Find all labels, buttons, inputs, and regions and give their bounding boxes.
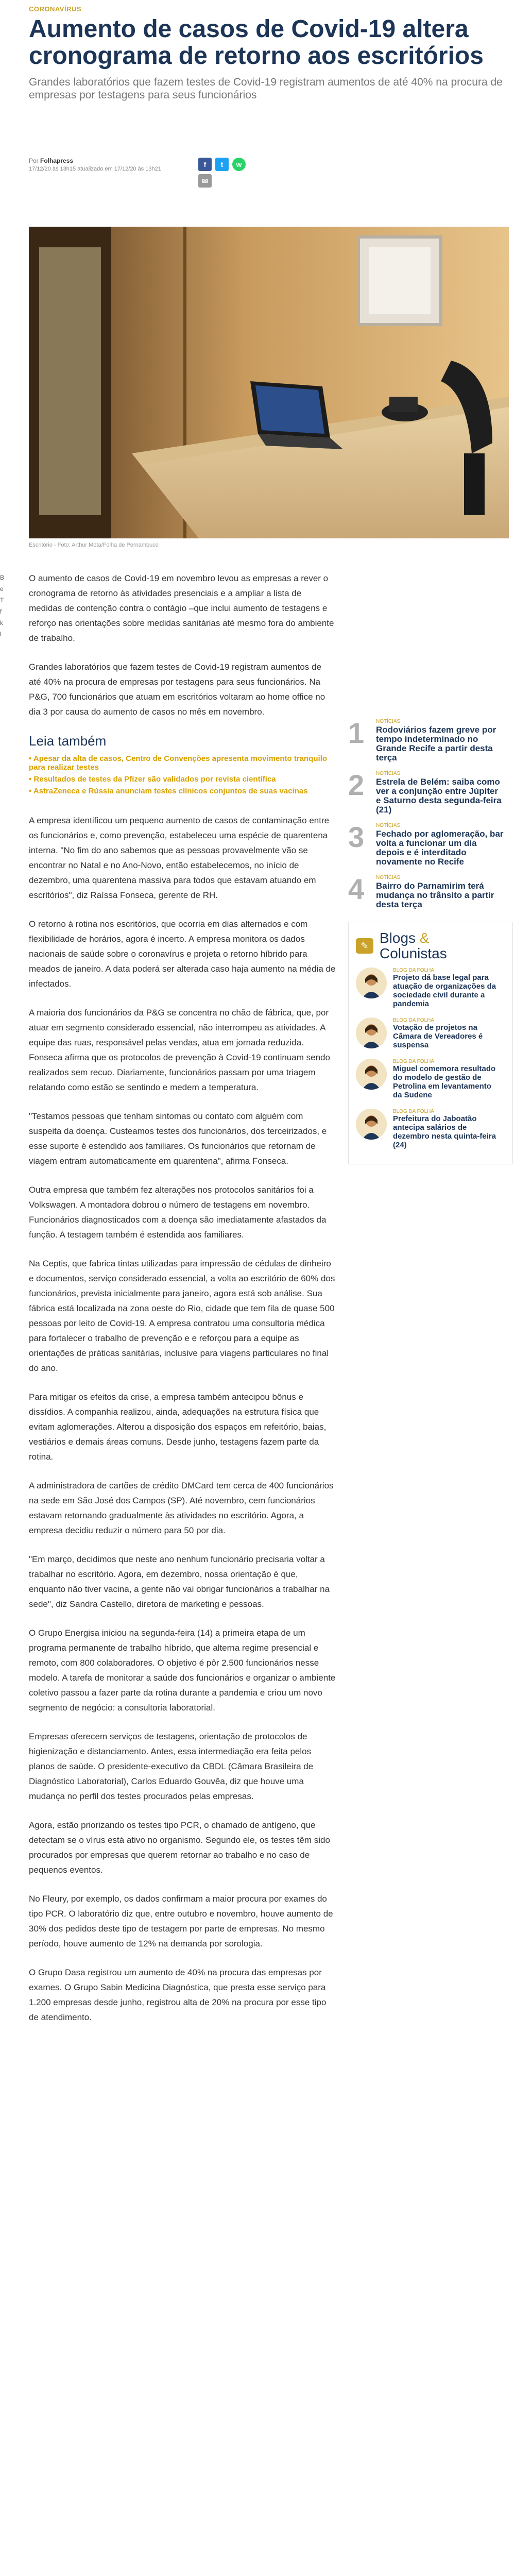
rank-number: 4 — [348, 873, 365, 905]
sidebar — [348, 719, 513, 1164]
article-paragraph: A empresa identificou um pequeno aumento de casos de contaminação entre os funcionários e, como prevenção, estabeleceu uma espécie de quarentena interna. "No fim do ano sabemos que as pessoas provavelmente vão se encontrar no Natal e no Ano-Novo, então estabelecemos, no início de dezembro, uma quarentena massiva para todos que estavam atuando em escritórios", diz Raíssa Fonseca, gerente de RH. — [29, 816, 330, 900]
blog-headline[interactable]: Projeto dá base legal para atuação de organizações da sociedade civil durante a pandemia — [393, 973, 496, 1008]
rank-number: 3 — [348, 821, 365, 853]
article-paragraph: Agora, estão priorizando os testes tipo PCR, o chamado de antígeno, que detectam se o vírus está ativo no organismo. Segundo ele, os testes têm sido procurados por empresas que querem retornar ao trabalho e no caso de pequenos eventos. — [29, 1820, 330, 1875]
item-category: NOTÍCIAS — [376, 875, 401, 880]
related-link[interactable]: • Apesar da alta de casos, Centro de Convenções apresenta movimento tranquilo para realizar testes — [29, 754, 328, 772]
blog-headline[interactable]: Votação de projetos na Câmara de Vereadores é suspensa — [393, 1023, 483, 1049]
edge-letter: T — [0, 597, 4, 604]
publish-dates: 17/12/20 às 13h15 atualizado em 17/12/20 às 13h21 — [29, 166, 161, 172]
article-title: Aumento de casos de Covid-19 altera cronograma de retorno aos escritórios — [29, 15, 484, 70]
avatar-portrait-icon — [356, 968, 387, 998]
avatar-portrait-icon — [356, 1018, 387, 1048]
blog-headline[interactable]: Prefeitura do Jaboatão antecipa salários de dezembro nesta quinta-feira (24) — [393, 1114, 496, 1149]
speech-bubble-icon: ✎ — [356, 938, 373, 954]
blogs-title-word: Colunistas — [380, 945, 447, 961]
article-paragraph: "Testamos pessoas que tenham sintomas ou contato com alguém com suspeita da doença. Custeamos testes dos funcionários, dos terceirizados, e esse suporte é estendido aos familiares. Os funcionários que retornam de viagem entram automaticamente em quarentena", afirma Fonseca. — [29, 1111, 327, 1166]
related-link[interactable]: • AstraZeneca e Rússia anunciam testes clínicos conjuntos de suas vacinas — [29, 787, 308, 795]
most-read-item[interactable] — [348, 719, 513, 762]
avatar-portrait-icon — [356, 1059, 387, 1090]
section-kicker[interactable]: CORONAVÍRUS — [29, 5, 82, 13]
most-read-item[interactable] — [348, 771, 513, 815]
author-name[interactable]: Folhapress — [40, 157, 74, 164]
blog-headline[interactable]: Miguel comemora resultado do modelo de gestão de Petrolina em levantamento da Sudene — [393, 1064, 496, 1099]
office-photo-illustration — [29, 227, 509, 538]
article-paragraph: Outra empresa que também fez alterações nos protocolos sanitários foi a Volkswagen. A montadora dobrou o número de testagens em novembro. Funcionários diagnosticados com a doença são imediatamente afastados da função. A testagem também é estendida aos familiares. — [29, 1185, 327, 1240]
whatsapp-share-icon[interactable]: w — [232, 158, 246, 171]
blogs-header — [356, 930, 505, 961]
columnist-avatar — [356, 1018, 387, 1048]
email-share-icon[interactable]: ✉ — [198, 174, 212, 188]
blog-source: BLOG DA FOLHA — [393, 1059, 435, 1064]
blog-source: BLOG DA FOLHA — [393, 1109, 435, 1114]
article-paragraph: Empresas oferecem serviços de testagens, orientação de protocolos de higienização e distanciamento. Antes, essa intermediação era feita pelos planos de saúde. O presidente-executivo da CBDL (Câmara Brasileira de Diagnóstico Laboratorial), Carlos Eduardo Gouvêa, diz que houve uma mudança no perfil dos testes procurados pelas empresas. — [29, 1732, 314, 1801]
article-paragraph: "Em março, decidimos que neste ano nenhum funcionário precisaria voltar a trabalhar no escritório. Agora, em dezembro, nossa orientação é que, enquanto não tiver vacina, a gente não vai obrigar funcionários a trabalhar na sede", diz Sandra Castello, diretora de marketing e pessoas. — [29, 1554, 330, 1609]
most-read-item[interactable] — [348, 875, 513, 909]
item-headline[interactable]: Estrela de Belém: saiba como ver a conjunção entre Júpiter e Saturno desta segunda-feira (21) — [376, 777, 502, 815]
article-body — [29, 571, 336, 2039]
blogs-title-amp: & — [419, 930, 430, 946]
article-header — [29, 5, 508, 101]
related-links-box — [29, 733, 336, 795]
blog-source: BLOG DA FOLHA — [393, 968, 435, 973]
blogs-title — [380, 930, 447, 961]
blog-item[interactable] — [356, 1059, 505, 1099]
article-paragraph: Na Ceptis, que fabrica tintas utilizadas para impressão de cédulas de dinheiro e documentos, serviço considerado essencial, a volta ao escritório de 60% dos funcionários, prevista inicialmente para janeiro, agora está sob análise. Sua fábrica está localizada na zona oeste do Rio, cidade que tem fila de quase 500 pessoas por leito de Covid-19. A empresa contratou uma consultoria médica para fortalecer o trabalho de prevenção e e reforçou para a equipe as orientações de práticas sanitárias, inclusive para viagens particulares no final do ano. — [29, 1259, 335, 1373]
columnist-avatar — [356, 1059, 387, 1090]
most-read-item[interactable] — [348, 823, 513, 867]
edge-letter: k — [0, 619, 3, 626]
article-paragraph: O Grupo Energisa iniciou na segunda-feira (14) a primeira etapa de um programa permanente de trabalho híbrido, que alterna regime presencial e remoto, com 800 colaboradores. O objetivo é pôr 2.500 funcionários nesse modelo. A tarefa de monitorar a saúde dos funcionários e organizar o ambiente coletivo passou a fazer parte da rotina durante a pandemia e criou um novo segmento de negócio: a consultoria laboratorial. — [29, 1628, 336, 1713]
author-prefix: Por — [29, 157, 39, 164]
blog-item[interactable] — [356, 968, 505, 1008]
edge-letter: B — [0, 574, 5, 581]
twitter-share-icon[interactable]: t — [215, 158, 229, 171]
blog-item[interactable] — [356, 1018, 505, 1049]
blogs-title-word: Blogs — [380, 930, 416, 946]
related-title: Leia também — [29, 733, 107, 749]
edge-letter: e — [0, 585, 4, 592]
blog-item[interactable] — [356, 1109, 505, 1149]
article-paragraph: O aumento de casos de Covid-19 em novembro levou as empresas a rever o cronograma de retorno às atividades presenciais e a ampliar a lista de medidas de contenção contra o contágio –que inclui aumento de testagens e reforço nas orientações sobre medidas sanitárias até mesmo fora do ambiente de trabalho. — [29, 573, 334, 643]
article-paragraph: O Grupo Dasa registrou um aumento de 40% na procura das empresas por exames. O Grupo Sabin Medicina Diagnóstica, que presta esse serviço para 1.200 empresas desde junho, registrou alta de 20% na procura por esse tipo de atendimento. — [29, 1968, 327, 2022]
avatar-portrait-icon — [356, 1109, 387, 1140]
share-bar — [198, 158, 246, 185]
edge-letter: l — [0, 631, 2, 638]
article-paragraph: A maioria dos funcionários da P&G se concentra no chão de fábrica, que, por atuar em segmento considerado essencial, não interrompeu as atividades. A equipe das ruas, responsável pelas vendas, atua em jornada reduzida. Fonseca afirma que os protocolos de prevenção à Covid-19 continuam sendo realizados sem recuo. Diariamente, funcionários passam por uma triagem relatando como estão se sentindo e medem a temperatura. — [29, 1008, 330, 1092]
item-category: NOTÍCIAS — [376, 719, 401, 724]
columnist-avatar — [356, 1109, 387, 1140]
facebook-share-icon[interactable]: f — [198, 158, 212, 171]
item-headline[interactable]: Bairro do Parnamirim terá mudança no trânsito a partir desta terça — [376, 881, 494, 909]
rank-number: 1 — [348, 717, 365, 749]
edge-letter: f — [0, 608, 2, 615]
photo-caption: Escritório - Foto: Arthur Mota/Folha de Pernambuco — [29, 542, 159, 548]
hero-photo — [29, 227, 509, 538]
item-category: NOTÍCIAS — [376, 771, 401, 776]
item-headline[interactable]: Fechado por aglomeração, bar volta a funcionar um dia depois e é interditado novamente no Recife — [376, 829, 504, 867]
article-paragraph: No Fleury, por exemplo, os dados confirmam a maior procura por exames do tipo PCR. O laboratório diz que, entre outubro e novembro, houve aumento de 30% dos pedidos deste tipo de testagem por parte de empresas. No mesmo período, houve aumento de 12% na demanda por sorologia. — [29, 1894, 333, 1948]
article-paragraph: Para mitigar os efeitos da crise, a empresa também antecipou bônus e dissídios. A companhia realizou, ainda, adequações na estrutura física que evitam aglomerações. Alterou a disposição dos espaços em refeitório, baias, vestiários e demais áreas comuns. Desde junho, testagens fazem parte da rotina. — [29, 1392, 327, 1462]
related-link[interactable]: • Resultados de testes da Pfizer são validados por revista científica — [29, 775, 276, 784]
columnist-avatar — [356, 968, 387, 998]
article-paragraph: A administradora de cartões de crédito DMCard tem cerca de 400 funcionários na sede em São José dos Campos (SP). Até novembro, cem funcionários estavam retornando gradualmente às atividades no escritório. Agora, a empresa decidiu reduzir o número para 50 por dia. — [29, 1481, 334, 1535]
item-headline[interactable]: Rodoviários fazem greve por tempo indeterminado no Grande Recife a partir desta terça — [376, 725, 496, 762]
blogs-columnists-box — [348, 922, 513, 1164]
article-paragraph: Grandes laboratórios que fazem testes de Covid-19 registram aumentos de até 40% na procura de empresas por testagens para seus funcionários. Na P&G, 700 funcionários que atuam em escritórios voltaram ao home office no dia 3 por causa do aumento de casos no mês em novembro. — [29, 662, 325, 717]
left-edge-fragment — [0, 572, 5, 640]
article-paragraph: O retorno à rotina nos escritórios, que ocorria em dias alternados e com flexibilidade de horários, agora é incerto. A empresa monitora os dados nacionais de saúde sobre o coronavírus e projeta o retorno híbrido para meados de janeiro. A data poderá ser alterada caso haja aumento na média de infectados. — [29, 919, 336, 989]
most-read-list — [348, 719, 513, 909]
item-category: NOTÍCIAS — [376, 823, 401, 828]
article-subtitle: Grandes laboratórios que fazem testes de Covid-19 registram aumentos de até 40% na procura de empresas por testagens para seus funcionários — [29, 76, 503, 101]
rank-number: 2 — [348, 769, 365, 801]
blog-source: BLOG DA FOLHA — [393, 1018, 435, 1023]
